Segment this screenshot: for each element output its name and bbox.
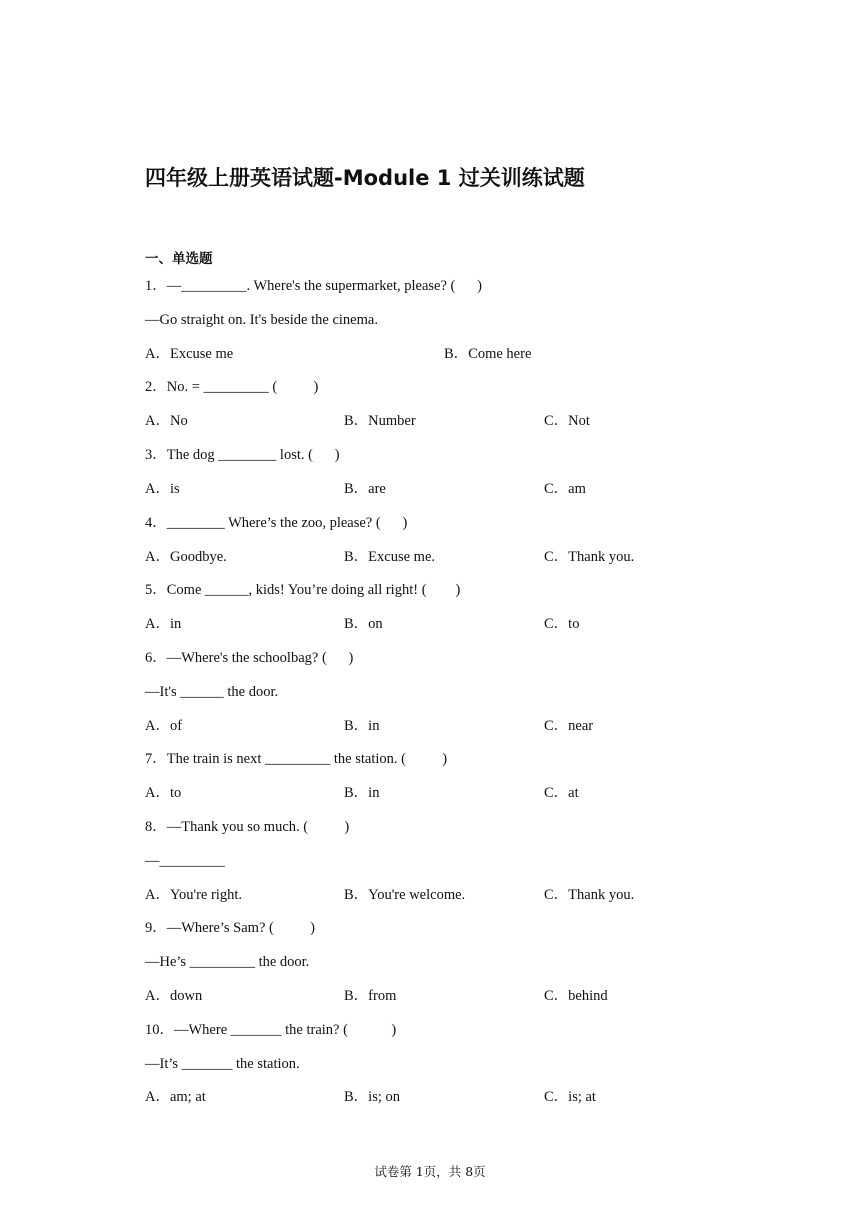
question-10-option-a: A．am; at [145, 1089, 206, 1105]
question-9-option-a: A．down [145, 988, 203, 1004]
question-7-stem: 7．The train is next _________ the station. ( ) [145, 751, 448, 767]
question-1-stem: 1．—_________. Where's the supermarket, please? ( ) [145, 278, 482, 294]
question-8-option-c: C．Thank you. [544, 887, 635, 903]
question-3-stem: 3．The dog ________ lost. ( ) [145, 447, 340, 463]
question-3-option-a: A．is [145, 481, 180, 497]
question-5-option-a: A．in [145, 616, 182, 632]
question-10-answer-line: —It’s _______ the station. [145, 1056, 300, 1072]
question-2-option-b: B．Number [344, 413, 416, 429]
question-1-option-a: A．Excuse me [145, 346, 234, 362]
question-9-option-c: C．behind [544, 988, 608, 1004]
question-8-option-b: B．You're welcome. [344, 887, 466, 903]
question-3-option-c: C．am [544, 481, 586, 497]
question-8-stem: 8．—Thank you so much. ( ) [145, 819, 350, 835]
question-7-option-a: A．to [145, 785, 182, 801]
question-6-stem: 6．—Where's the schoolbag? ( ) [145, 650, 354, 666]
question-10-option-b: B．is; on [344, 1089, 400, 1105]
question-10-stem: 10．—Where _______ the train? ( ) [145, 1022, 397, 1038]
question-6-option-a: A．of [145, 718, 183, 734]
question-2-option-c: C．Not [544, 413, 590, 429]
question-5-stem: 5．Come ______, kids! You’re doing all right! ( ) [145, 582, 461, 598]
question-4-option-c: C．Thank you. [544, 549, 635, 565]
question-6-option-b: B．in [344, 718, 380, 734]
section-heading: 一、单选题 [145, 251, 213, 267]
question-4-option-b: B．Excuse me. [344, 549, 436, 565]
question-9-stem: 9．—Where’s Sam? ( ) [145, 920, 315, 936]
question-4-stem: 4．________ Where’s the zoo, please? ( ) [145, 515, 408, 531]
question-6-option-c: C．near [544, 718, 594, 734]
question-3-option-b: B．are [344, 481, 386, 497]
page-title: 四年级上册英语试题-Module 1 过关训练试题 [145, 166, 585, 190]
question-7-option-c: C．at [544, 785, 579, 801]
question-5-option-c: C．to [544, 616, 580, 632]
question-8-answer-line: —_________ [145, 853, 225, 869]
question-8-option-a: A．You're right. [145, 887, 243, 903]
question-2-stem: 2．No. = _________ ( ) [145, 379, 319, 395]
question-9-answer-line: —He’s _________ the door. [145, 954, 310, 970]
question-10-option-c: C．is; at [544, 1089, 596, 1105]
question-2-option-a: A．No [145, 413, 188, 429]
question-9-option-b: B．from [344, 988, 397, 1004]
question-6-answer-line: —It's ______ the door. [145, 684, 279, 700]
question-1-option-b: B．Come here [444, 346, 532, 362]
question-1-answer-line: —Go straight on. It's beside the cinema. [145, 312, 378, 328]
question-5-option-b: B．on [344, 616, 383, 632]
question-4-option-a: A．Goodbye. [145, 549, 227, 565]
page-footer: 试卷第 1页，共 8页 [374, 1164, 486, 1179]
question-7-option-b: B．in [344, 785, 380, 801]
